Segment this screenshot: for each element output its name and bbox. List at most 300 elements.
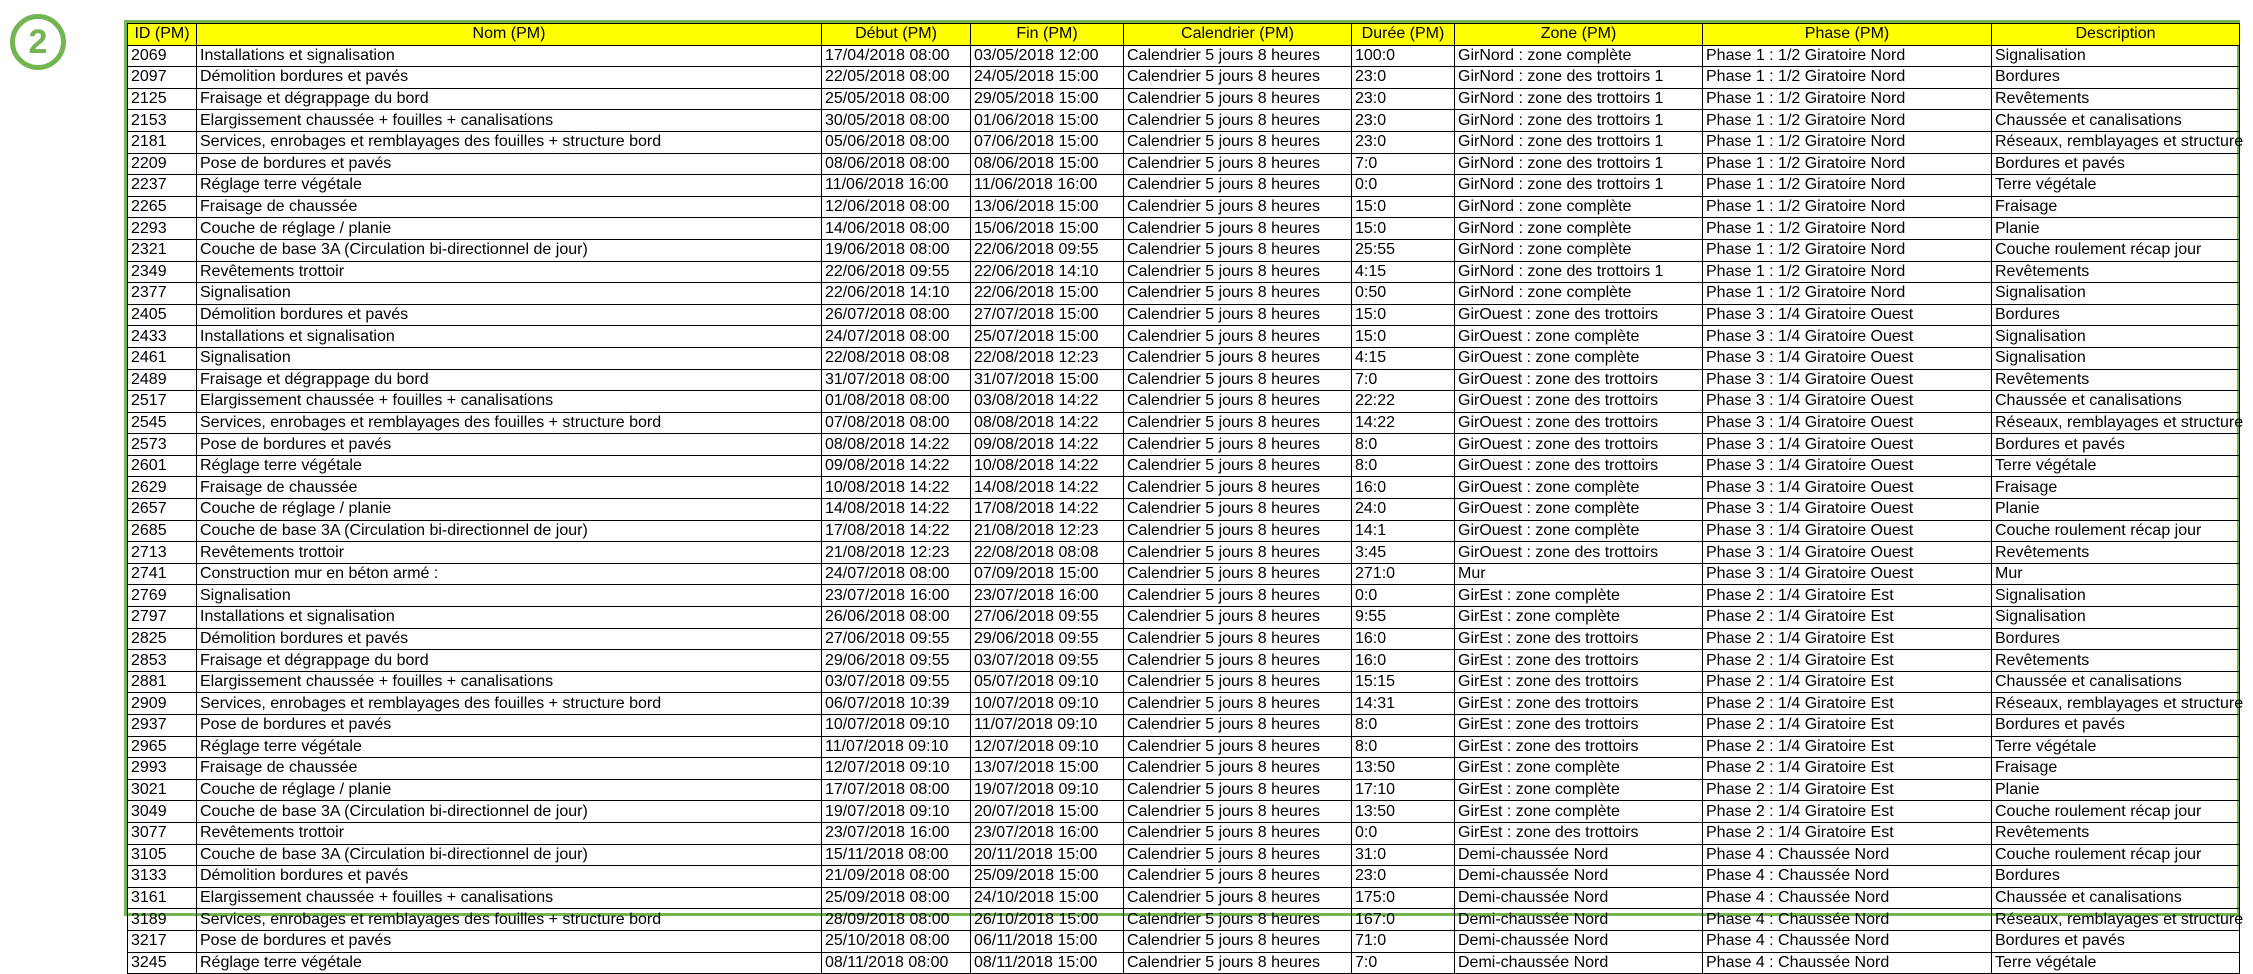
- cell-name[interactable]: Pose de bordures et pavés: [197, 715, 822, 737]
- cell-name[interactable]: Installations et signalisation: [197, 45, 822, 67]
- cell-description[interactable]: Revêtements: [1992, 542, 2240, 564]
- cell-id[interactable]: 2937: [128, 715, 197, 737]
- cell-phase[interactable]: Phase 3 : 1/4 Giratoire Ouest: [1703, 434, 1992, 456]
- cell-name[interactable]: Démolition bordures et pavés: [197, 304, 822, 326]
- cell-phase[interactable]: Phase 3 : 1/4 Giratoire Ouest: [1703, 347, 1992, 369]
- table-row[interactable]: [128, 153, 2240, 175]
- table-row[interactable]: [128, 628, 2240, 650]
- table-row[interactable]: [128, 369, 2240, 391]
- cell-end[interactable]: 19/07/2018 09:10: [971, 779, 1124, 801]
- cell-duration[interactable]: 8:0: [1352, 434, 1455, 456]
- cell-duration[interactable]: 9:55: [1352, 607, 1455, 629]
- cell-end[interactable]: 24/10/2018 15:00: [971, 887, 1124, 909]
- cell-id[interactable]: 3161: [128, 887, 197, 909]
- cell-phase[interactable]: Phase 4 : Chaussée Nord: [1703, 952, 1992, 974]
- cell-end[interactable]: 25/07/2018 15:00: [971, 326, 1124, 348]
- cell-duration[interactable]: 15:0: [1352, 326, 1455, 348]
- cell-description[interactable]: Terre végétale: [1992, 175, 2240, 197]
- cell-end[interactable]: 03/08/2018 14:22: [971, 391, 1124, 413]
- cell-start[interactable]: 21/08/2018 12:23: [822, 542, 971, 564]
- cell-end[interactable]: 13/07/2018 15:00: [971, 758, 1124, 780]
- cell-id[interactable]: 3217: [128, 930, 197, 952]
- table-row[interactable]: [128, 434, 2240, 456]
- cell-name[interactable]: Services, enrobages et remblayages des fouilles + structure bord: [197, 412, 822, 434]
- cell-calendar[interactable]: Calendrier 5 jours 8 heures: [1124, 45, 1352, 67]
- cell-duration[interactable]: 14:1: [1352, 520, 1455, 542]
- cell-calendar[interactable]: Calendrier 5 jours 8 heures: [1124, 175, 1352, 197]
- cell-zone[interactable]: Demi-chaussée Nord: [1455, 887, 1703, 909]
- cell-calendar[interactable]: Calendrier 5 jours 8 heures: [1124, 261, 1352, 283]
- cell-name[interactable]: Fraisage de chaussée: [197, 758, 822, 780]
- cell-calendar[interactable]: Calendrier 5 jours 8 heures: [1124, 671, 1352, 693]
- cell-duration[interactable]: 15:0: [1352, 304, 1455, 326]
- cell-end[interactable]: 22/06/2018 15:00: [971, 283, 1124, 305]
- cell-id[interactable]: 2349: [128, 261, 197, 283]
- table-row[interactable]: [128, 110, 2240, 132]
- cell-id[interactable]: 3105: [128, 844, 197, 866]
- cell-name[interactable]: Services, enrobages et remblayages des fouilles + structure bord: [197, 909, 822, 931]
- cell-calendar[interactable]: Calendrier 5 jours 8 heures: [1124, 822, 1352, 844]
- cell-start[interactable]: 10/07/2018 09:10: [822, 715, 971, 737]
- cell-zone[interactable]: GirEst : zone des trottoirs: [1455, 736, 1703, 758]
- cell-duration[interactable]: 16:0: [1352, 650, 1455, 672]
- cell-phase[interactable]: Phase 3 : 1/4 Giratoire Ouest: [1703, 391, 1992, 413]
- table-row[interactable]: [128, 607, 2240, 629]
- cell-end[interactable]: 10/08/2018 14:22: [971, 455, 1124, 477]
- cell-duration[interactable]: 17:10: [1352, 779, 1455, 801]
- cell-zone[interactable]: GirOuest : zone des trottoirs: [1455, 304, 1703, 326]
- cell-duration[interactable]: 13:50: [1352, 801, 1455, 823]
- cell-description[interactable]: Chaussée et canalisations: [1992, 671, 2240, 693]
- cell-start[interactable]: 17/04/2018 08:00: [822, 45, 971, 67]
- cell-id[interactable]: 2601: [128, 455, 197, 477]
- table-row[interactable]: [128, 88, 2240, 110]
- cell-calendar[interactable]: Calendrier 5 jours 8 heures: [1124, 88, 1352, 110]
- cell-zone[interactable]: GirEst : zone des trottoirs: [1455, 628, 1703, 650]
- cell-duration[interactable]: 23:0: [1352, 88, 1455, 110]
- cell-duration[interactable]: 23:0: [1352, 866, 1455, 888]
- cell-phase[interactable]: Phase 3 : 1/4 Giratoire Ouest: [1703, 520, 1992, 542]
- column-header[interactable]: Durée (PM): [1352, 24, 1455, 46]
- cell-id[interactable]: 2685: [128, 520, 197, 542]
- cell-duration[interactable]: 0:0: [1352, 585, 1455, 607]
- cell-description[interactable]: Chaussée et canalisations: [1992, 391, 2240, 413]
- cell-calendar[interactable]: Calendrier 5 jours 8 heures: [1124, 326, 1352, 348]
- cell-duration[interactable]: 7:0: [1352, 369, 1455, 391]
- cell-duration[interactable]: 0:0: [1352, 175, 1455, 197]
- cell-id[interactable]: 2769: [128, 585, 197, 607]
- cell-name[interactable]: Elargissement chaussée + fouilles + canalisations: [197, 391, 822, 413]
- cell-calendar[interactable]: Calendrier 5 jours 8 heures: [1124, 909, 1352, 931]
- cell-phase[interactable]: Phase 2 : 1/4 Giratoire Est: [1703, 779, 1992, 801]
- table-row[interactable]: [128, 261, 2240, 283]
- column-header[interactable]: Nom (PM): [197, 24, 822, 46]
- cell-calendar[interactable]: Calendrier 5 jours 8 heures: [1124, 952, 1352, 974]
- cell-duration[interactable]: 16:0: [1352, 477, 1455, 499]
- table-row[interactable]: [128, 412, 2240, 434]
- cell-description[interactable]: Bordures et pavés: [1992, 930, 2240, 952]
- cell-end[interactable]: 07/09/2018 15:00: [971, 563, 1124, 585]
- cell-phase[interactable]: Phase 1 : 1/2 Giratoire Nord: [1703, 45, 1992, 67]
- cell-duration[interactable]: 175:0: [1352, 887, 1455, 909]
- cell-zone[interactable]: GirNord : zone des trottoirs 1: [1455, 67, 1703, 89]
- cell-start[interactable]: 11/06/2018 16:00: [822, 175, 971, 197]
- table-row[interactable]: [128, 758, 2240, 780]
- cell-start[interactable]: 10/08/2018 14:22: [822, 477, 971, 499]
- cell-calendar[interactable]: Calendrier 5 jours 8 heures: [1124, 801, 1352, 823]
- table-row[interactable]: [128, 477, 2240, 499]
- cell-id[interactable]: 2713: [128, 542, 197, 564]
- cell-name[interactable]: Fraisage et dégrappage du bord: [197, 369, 822, 391]
- cell-start[interactable]: 08/08/2018 14:22: [822, 434, 971, 456]
- cell-phase[interactable]: Phase 3 : 1/4 Giratoire Ouest: [1703, 542, 1992, 564]
- cell-end[interactable]: 21/08/2018 12:23: [971, 520, 1124, 542]
- table-row[interactable]: [128, 715, 2240, 737]
- cell-duration[interactable]: 23:0: [1352, 110, 1455, 132]
- column-header[interactable]: Fin (PM): [971, 24, 1124, 46]
- cell-name[interactable]: Installations et signalisation: [197, 326, 822, 348]
- cell-start[interactable]: 09/08/2018 14:22: [822, 455, 971, 477]
- cell-duration[interactable]: 31:0: [1352, 844, 1455, 866]
- cell-end[interactable]: 25/09/2018 15:00: [971, 866, 1124, 888]
- cell-id[interactable]: 2377: [128, 283, 197, 305]
- table-row[interactable]: [128, 131, 2240, 153]
- cell-name[interactable]: Réglage terre végétale: [197, 952, 822, 974]
- cell-id[interactable]: 2853: [128, 650, 197, 672]
- cell-phase[interactable]: Phase 2 : 1/4 Giratoire Est: [1703, 693, 1992, 715]
- table-row[interactable]: [128, 650, 2240, 672]
- table-row[interactable]: [128, 952, 2240, 974]
- cell-phase[interactable]: Phase 3 : 1/4 Giratoire Ouest: [1703, 412, 1992, 434]
- cell-zone[interactable]: Demi-chaussée Nord: [1455, 909, 1703, 931]
- cell-phase[interactable]: Phase 4 : Chaussée Nord: [1703, 844, 1992, 866]
- cell-id[interactable]: 3077: [128, 822, 197, 844]
- cell-description[interactable]: Bordures et pavés: [1992, 153, 2240, 175]
- cell-name[interactable]: Signalisation: [197, 283, 822, 305]
- table-row[interactable]: [128, 218, 2240, 240]
- cell-id[interactable]: 3049: [128, 801, 197, 823]
- cell-zone[interactable]: GirOuest : zone des trottoirs: [1455, 391, 1703, 413]
- cell-calendar[interactable]: Calendrier 5 jours 8 heures: [1124, 930, 1352, 952]
- cell-end[interactable]: 22/06/2018 09:55: [971, 239, 1124, 261]
- cell-start[interactable]: 12/06/2018 08:00: [822, 196, 971, 218]
- cell-id[interactable]: 2629: [128, 477, 197, 499]
- cell-start[interactable]: 31/07/2018 08:00: [822, 369, 971, 391]
- cell-description[interactable]: Signalisation: [1992, 607, 2240, 629]
- cell-id[interactable]: 2461: [128, 347, 197, 369]
- cell-name[interactable]: Installations et signalisation: [197, 607, 822, 629]
- table-row[interactable]: [128, 239, 2240, 261]
- cell-start[interactable]: 29/06/2018 09:55: [822, 650, 971, 672]
- cell-description[interactable]: Bordures et pavés: [1992, 715, 2240, 737]
- cell-phase[interactable]: Phase 1 : 1/2 Giratoire Nord: [1703, 131, 1992, 153]
- cell-zone[interactable]: GirNord : zone complète: [1455, 45, 1703, 67]
- cell-id[interactable]: 2489: [128, 369, 197, 391]
- cell-id[interactable]: 2181: [128, 131, 197, 153]
- cell-description[interactable]: Planie: [1992, 779, 2240, 801]
- cell-duration[interactable]: 100:0: [1352, 45, 1455, 67]
- cell-start[interactable]: 25/09/2018 08:00: [822, 887, 971, 909]
- cell-description[interactable]: Réseaux, remblayages et structure: [1992, 693, 2240, 715]
- cell-phase[interactable]: Phase 1 : 1/2 Giratoire Nord: [1703, 153, 1992, 175]
- cell-calendar[interactable]: Calendrier 5 jours 8 heures: [1124, 67, 1352, 89]
- cell-duration[interactable]: 7:0: [1352, 952, 1455, 974]
- cell-start[interactable]: 07/08/2018 08:00: [822, 412, 971, 434]
- cell-description[interactable]: Réseaux, remblayages et structure: [1992, 412, 2240, 434]
- table-row[interactable]: [128, 736, 2240, 758]
- cell-id[interactable]: 2797: [128, 607, 197, 629]
- cell-calendar[interactable]: Calendrier 5 jours 8 heures: [1124, 736, 1352, 758]
- cell-start[interactable]: 21/09/2018 08:00: [822, 866, 971, 888]
- cell-id[interactable]: 2741: [128, 563, 197, 585]
- cell-description[interactable]: Signalisation: [1992, 585, 2240, 607]
- cell-phase[interactable]: Phase 1 : 1/2 Giratoire Nord: [1703, 88, 1992, 110]
- cell-end[interactable]: 22/06/2018 14:10: [971, 261, 1124, 283]
- cell-end[interactable]: 27/06/2018 09:55: [971, 607, 1124, 629]
- cell-description[interactable]: Bordures et pavés: [1992, 434, 2240, 456]
- cell-start[interactable]: 08/11/2018 08:00: [822, 952, 971, 974]
- cell-id[interactable]: 2909: [128, 693, 197, 715]
- cell-start[interactable]: 01/08/2018 08:00: [822, 391, 971, 413]
- cell-description[interactable]: Couche roulement récap jour: [1992, 520, 2240, 542]
- cell-start[interactable]: 23/07/2018 16:00: [822, 822, 971, 844]
- cell-calendar[interactable]: Calendrier 5 jours 8 heures: [1124, 542, 1352, 564]
- cell-description[interactable]: Revêtements: [1992, 88, 2240, 110]
- cell-zone[interactable]: GirEst : zone complète: [1455, 607, 1703, 629]
- table-row[interactable]: [128, 175, 2240, 197]
- column-header[interactable]: Description: [1992, 24, 2240, 46]
- cell-id[interactable]: 2069: [128, 45, 197, 67]
- table-row[interactable]: [128, 283, 2240, 305]
- cell-name[interactable]: Services, enrobages et remblayages des fouilles + structure bord: [197, 693, 822, 715]
- cell-description[interactable]: Revêtements: [1992, 369, 2240, 391]
- cell-name[interactable]: Réglage terre végétale: [197, 175, 822, 197]
- cell-start[interactable]: 24/07/2018 08:00: [822, 563, 971, 585]
- cell-description[interactable]: Signalisation: [1992, 283, 2240, 305]
- cell-calendar[interactable]: Calendrier 5 jours 8 heures: [1124, 693, 1352, 715]
- cell-zone[interactable]: GirNord : zone complète: [1455, 283, 1703, 305]
- cell-id[interactable]: 2993: [128, 758, 197, 780]
- cell-phase[interactable]: Phase 4 : Chaussée Nord: [1703, 887, 1992, 909]
- cell-zone[interactable]: Mur: [1455, 563, 1703, 585]
- cell-phase[interactable]: Phase 2 : 1/4 Giratoire Est: [1703, 628, 1992, 650]
- cell-name[interactable]: Couche de réglage / planie: [197, 218, 822, 240]
- cell-start[interactable]: 14/08/2018 14:22: [822, 499, 971, 521]
- cell-zone[interactable]: GirEst : zone complète: [1455, 758, 1703, 780]
- cell-phase[interactable]: Phase 1 : 1/2 Giratoire Nord: [1703, 175, 1992, 197]
- cell-end[interactable]: 11/06/2018 16:00: [971, 175, 1124, 197]
- cell-id[interactable]: 2321: [128, 239, 197, 261]
- cell-end[interactable]: 01/06/2018 15:00: [971, 110, 1124, 132]
- cell-calendar[interactable]: Calendrier 5 jours 8 heures: [1124, 607, 1352, 629]
- cell-description[interactable]: Bordures: [1992, 67, 2240, 89]
- table-row[interactable]: [128, 67, 2240, 89]
- cell-start[interactable]: 25/10/2018 08:00: [822, 930, 971, 952]
- cell-id[interactable]: 3133: [128, 866, 197, 888]
- table-row[interactable]: [128, 844, 2240, 866]
- cell-duration[interactable]: 71:0: [1352, 930, 1455, 952]
- cell-description[interactable]: Bordures: [1992, 866, 2240, 888]
- cell-description[interactable]: Planie: [1992, 218, 2240, 240]
- cell-duration[interactable]: 167:0: [1352, 909, 1455, 931]
- cell-description[interactable]: Terre végétale: [1992, 455, 2240, 477]
- cell-end[interactable]: 23/07/2018 16:00: [971, 822, 1124, 844]
- cell-duration[interactable]: 0:50: [1352, 283, 1455, 305]
- cell-name[interactable]: Pose de bordures et pavés: [197, 434, 822, 456]
- cell-name[interactable]: Fraisage de chaussée: [197, 477, 822, 499]
- cell-start[interactable]: 27/06/2018 09:55: [822, 628, 971, 650]
- cell-id[interactable]: 2657: [128, 499, 197, 521]
- cell-name[interactable]: Couche de base 3A (Circulation bi-directionnel de jour): [197, 801, 822, 823]
- cell-name[interactable]: Fraisage et dégrappage du bord: [197, 650, 822, 672]
- cell-calendar[interactable]: Calendrier 5 jours 8 heures: [1124, 434, 1352, 456]
- cell-calendar[interactable]: Calendrier 5 jours 8 heures: [1124, 499, 1352, 521]
- cell-name[interactable]: Elargissement chaussée + fouilles + canalisations: [197, 887, 822, 909]
- cell-zone[interactable]: GirEst : zone complète: [1455, 585, 1703, 607]
- cell-zone[interactable]: Demi-chaussée Nord: [1455, 844, 1703, 866]
- cell-end[interactable]: 24/05/2018 15:00: [971, 67, 1124, 89]
- cell-name[interactable]: Fraisage et dégrappage du bord: [197, 88, 822, 110]
- cell-phase[interactable]: Phase 4 : Chaussée Nord: [1703, 866, 1992, 888]
- cell-start[interactable]: 22/06/2018 09:55: [822, 261, 971, 283]
- cell-name[interactable]: Réglage terre végétale: [197, 736, 822, 758]
- table-row[interactable]: [128, 909, 2240, 931]
- table-row[interactable]: [128, 930, 2240, 952]
- cell-name[interactable]: Signalisation: [197, 347, 822, 369]
- column-header[interactable]: Zone (PM): [1455, 24, 1703, 46]
- cell-end[interactable]: 22/08/2018 12:23: [971, 347, 1124, 369]
- cell-calendar[interactable]: Calendrier 5 jours 8 heures: [1124, 866, 1352, 888]
- cell-phase[interactable]: Phase 1 : 1/2 Giratoire Nord: [1703, 261, 1992, 283]
- table-row[interactable]: [128, 822, 2240, 844]
- cell-phase[interactable]: Phase 2 : 1/4 Giratoire Est: [1703, 758, 1992, 780]
- cell-zone[interactable]: GirOuest : zone des trottoirs: [1455, 455, 1703, 477]
- table-row[interactable]: [128, 693, 2240, 715]
- cell-calendar[interactable]: Calendrier 5 jours 8 heures: [1124, 758, 1352, 780]
- cell-zone[interactable]: GirEst : zone complète: [1455, 801, 1703, 823]
- cell-phase[interactable]: Phase 2 : 1/4 Giratoire Est: [1703, 822, 1992, 844]
- cell-zone[interactable]: GirOuest : zone des trottoirs: [1455, 542, 1703, 564]
- cell-name[interactable]: Elargissement chaussée + fouilles + canalisations: [197, 110, 822, 132]
- cell-name[interactable]: Couche de base 3A (Circulation bi-directionnel de jour): [197, 520, 822, 542]
- cell-description[interactable]: Réseaux, remblayages et structure: [1992, 131, 2240, 153]
- cell-end[interactable]: 03/05/2018 12:00: [971, 45, 1124, 67]
- cell-description[interactable]: Revêtements: [1992, 261, 2240, 283]
- cell-zone[interactable]: GirEst : zone des trottoirs: [1455, 671, 1703, 693]
- cell-id[interactable]: 2153: [128, 110, 197, 132]
- cell-start[interactable]: 06/07/2018 10:39: [822, 693, 971, 715]
- cell-description[interactable]: Terre végétale: [1992, 736, 2240, 758]
- cell-zone[interactable]: GirNord : zone des trottoirs 1: [1455, 261, 1703, 283]
- cell-zone[interactable]: GirOuest : zone complète: [1455, 499, 1703, 521]
- table-row[interactable]: [128, 304, 2240, 326]
- cell-calendar[interactable]: Calendrier 5 jours 8 heures: [1124, 650, 1352, 672]
- cell-description[interactable]: Signalisation: [1992, 347, 2240, 369]
- cell-calendar[interactable]: Calendrier 5 jours 8 heures: [1124, 283, 1352, 305]
- cell-calendar[interactable]: Calendrier 5 jours 8 heures: [1124, 131, 1352, 153]
- cell-duration[interactable]: 15:0: [1352, 196, 1455, 218]
- column-header[interactable]: Début (PM): [822, 24, 971, 46]
- cell-calendar[interactable]: Calendrier 5 jours 8 heures: [1124, 628, 1352, 650]
- cell-id[interactable]: 3189: [128, 909, 197, 931]
- cell-phase[interactable]: Phase 3 : 1/4 Giratoire Ouest: [1703, 369, 1992, 391]
- cell-start[interactable]: 17/07/2018 08:00: [822, 779, 971, 801]
- cell-end[interactable]: 06/11/2018 15:00: [971, 930, 1124, 952]
- cell-end[interactable]: 05/07/2018 09:10: [971, 671, 1124, 693]
- cell-zone[interactable]: GirOuest : zone complète: [1455, 347, 1703, 369]
- cell-id[interactable]: 2237: [128, 175, 197, 197]
- cell-name[interactable]: Revêtements trottoir: [197, 261, 822, 283]
- cell-description[interactable]: Réseaux, remblayages et structure: [1992, 909, 2240, 931]
- cell-duration[interactable]: 14:31: [1352, 693, 1455, 715]
- cell-start[interactable]: 26/06/2018 08:00: [822, 607, 971, 629]
- cell-phase[interactable]: Phase 2 : 1/4 Giratoire Est: [1703, 801, 1992, 823]
- cell-duration[interactable]: 3:45: [1352, 542, 1455, 564]
- cell-duration[interactable]: 23:0: [1352, 131, 1455, 153]
- cell-calendar[interactable]: Calendrier 5 jours 8 heures: [1124, 218, 1352, 240]
- cell-description[interactable]: Revêtements: [1992, 822, 2240, 844]
- cell-id[interactable]: 2433: [128, 326, 197, 348]
- cell-zone[interactable]: GirNord : zone des trottoirs 1: [1455, 88, 1703, 110]
- cell-description[interactable]: Terre végétale: [1992, 952, 2240, 974]
- cell-zone[interactable]: GirOuest : zone des trottoirs: [1455, 412, 1703, 434]
- cell-calendar[interactable]: Calendrier 5 jours 8 heures: [1124, 110, 1352, 132]
- cell-name[interactable]: Pose de bordures et pavés: [197, 930, 822, 952]
- cell-id[interactable]: 2545: [128, 412, 197, 434]
- cell-start[interactable]: 12/07/2018 09:10: [822, 758, 971, 780]
- cell-description[interactable]: Couche roulement récap jour: [1992, 239, 2240, 261]
- cell-start[interactable]: 25/05/2018 08:00: [822, 88, 971, 110]
- cell-end[interactable]: 17/08/2018 14:22: [971, 499, 1124, 521]
- cell-phase[interactable]: Phase 1 : 1/2 Giratoire Nord: [1703, 239, 1992, 261]
- cell-phase[interactable]: Phase 1 : 1/2 Giratoire Nord: [1703, 110, 1992, 132]
- cell-description[interactable]: Fraisage: [1992, 196, 2240, 218]
- cell-zone[interactable]: GirNord : zone des trottoirs 1: [1455, 175, 1703, 197]
- cell-id[interactable]: 2293: [128, 218, 197, 240]
- table-row[interactable]: [128, 542, 2240, 564]
- cell-start[interactable]: 28/09/2018 08:00: [822, 909, 971, 931]
- cell-description[interactable]: Fraisage: [1992, 758, 2240, 780]
- cell-phase[interactable]: Phase 2 : 1/4 Giratoire Est: [1703, 715, 1992, 737]
- cell-zone[interactable]: GirOuest : zone des trottoirs: [1455, 369, 1703, 391]
- cell-id[interactable]: 2965: [128, 736, 197, 758]
- cell-phase[interactable]: Phase 2 : 1/4 Giratoire Est: [1703, 607, 1992, 629]
- cell-calendar[interactable]: Calendrier 5 jours 8 heures: [1124, 369, 1352, 391]
- cell-start[interactable]: 03/07/2018 09:55: [822, 671, 971, 693]
- cell-id[interactable]: 2265: [128, 196, 197, 218]
- cell-phase[interactable]: Phase 2 : 1/4 Giratoire Est: [1703, 650, 1992, 672]
- cell-start[interactable]: 22/06/2018 14:10: [822, 283, 971, 305]
- cell-name[interactable]: Couche de réglage / planie: [197, 779, 822, 801]
- cell-start[interactable]: 30/05/2018 08:00: [822, 110, 971, 132]
- column-header[interactable]: Calendrier (PM): [1124, 24, 1352, 46]
- table-row[interactable]: [128, 585, 2240, 607]
- cell-start[interactable]: 22/08/2018 08:08: [822, 347, 971, 369]
- cell-end[interactable]: 08/06/2018 15:00: [971, 153, 1124, 175]
- cell-duration[interactable]: 4:15: [1352, 347, 1455, 369]
- cell-description[interactable]: Bordures: [1992, 628, 2240, 650]
- cell-phase[interactable]: Phase 4 : Chaussée Nord: [1703, 909, 1992, 931]
- cell-duration[interactable]: 7:0: [1352, 153, 1455, 175]
- cell-zone[interactable]: Demi-chaussée Nord: [1455, 952, 1703, 974]
- table-row[interactable]: [128, 455, 2240, 477]
- table-row[interactable]: [128, 779, 2240, 801]
- cell-start[interactable]: 23/07/2018 16:00: [822, 585, 971, 607]
- cell-id[interactable]: 2573: [128, 434, 197, 456]
- cell-end[interactable]: 26/10/2018 15:00: [971, 909, 1124, 931]
- cell-calendar[interactable]: Calendrier 5 jours 8 heures: [1124, 391, 1352, 413]
- cell-duration[interactable]: 16:0: [1352, 628, 1455, 650]
